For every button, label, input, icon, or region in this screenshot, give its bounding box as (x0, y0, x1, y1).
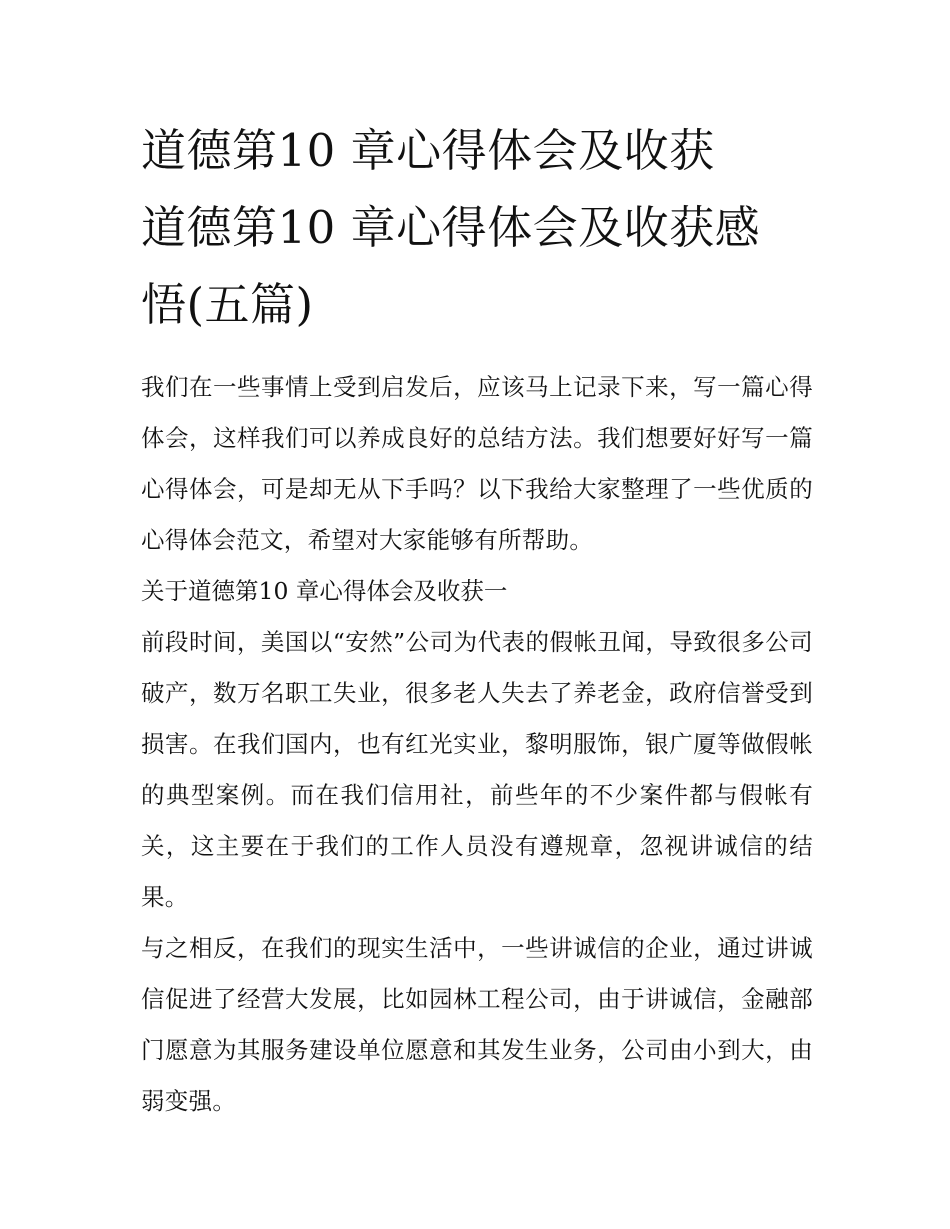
title-line: 道德第10 章心得体会及收获 (141, 124, 715, 177)
section-heading: 关于道德第10 章心得体会及收获一 (141, 577, 508, 605)
intro-paragraph: 我们在一些事情上受到启发后，应该马上记录下来，写一篇心得体会，这样我们可以养成良好的总结方法。我们想要好好写一篇心得体会，可是却无从下手吗？以下我给大家整理了一些优质的心得体会范文，希望对大家能够有所帮助。 (141, 373, 813, 554)
document-title (141, 112, 813, 343)
title-line: 悟(五篇) (141, 278, 314, 331)
document-body (141, 362, 813, 1127)
body-paragraph: 前段时间，美国以“安然”公司为代表的假帐丑闻，导致很多公司破产，数万名职工失业，很多老人失去了养老金，政府信誉受到损害。在我们国内，也有红光实业，黎明服饰，银广厦等做假帐的典型案例。而在我们信用社，前些年的不少案件都与假帐有关，这主要在于我们的工作人员没有遵规章，忽视讲诚信的结果。 (141, 628, 813, 911)
title-line: 道德第10 章心得体会及收获感 (141, 201, 761, 254)
document-content (141, 112, 813, 1127)
body-paragraph: 与之相反，在我们的现实生活中，一些讲诚信的企业，通过讲诚信促进了经营大发展，比如园林工程公司，由于讲诚信，金融部门愿意为其服务建设单位愿意和其发生业务，公司由小到大，由弱变强。 (141, 934, 813, 1115)
